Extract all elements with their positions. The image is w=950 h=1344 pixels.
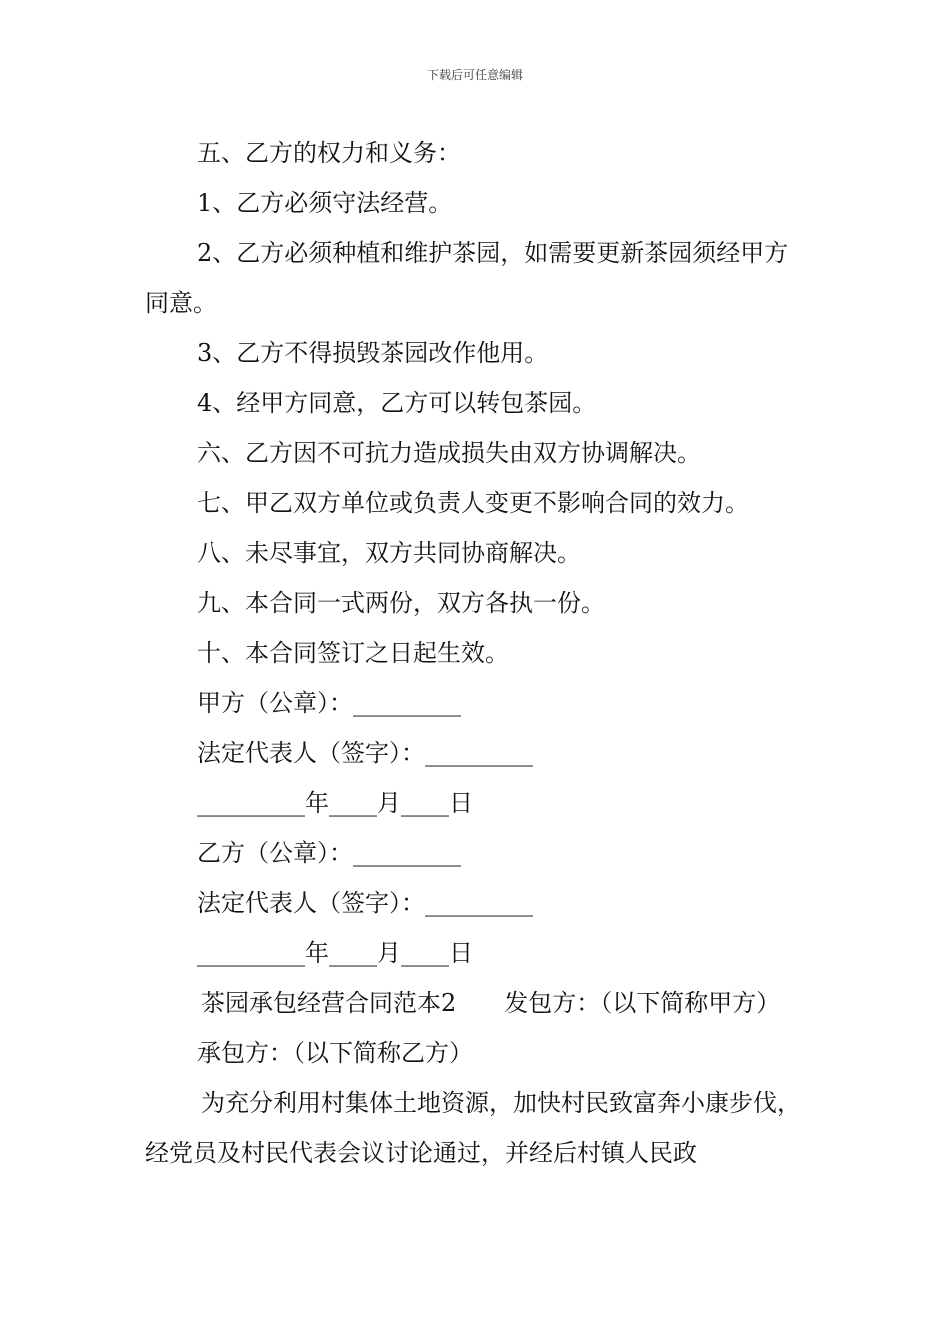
page-header: 下载后可任意编辑 — [426, 68, 523, 82]
clause-5-4: 4、经甲方同意，乙方可以转包茶园。 — [197, 389, 597, 417]
party-b-date-line: _________年____月____日 — [197, 939, 473, 967]
party-b-seal-line: 乙方（公章）：_________ — [197, 839, 461, 867]
section-5-heading: 五、乙方的权力和义务： — [197, 139, 461, 167]
section-9: 九、本合同一式两份，双方各执一份。 — [197, 589, 605, 617]
section-7: 七、甲乙双方单位或负责人变更不影响合同的效力。 — [197, 489, 749, 517]
section-8: 八、未尽事宜，双方共同协商解决。 — [197, 539, 581, 567]
party-a-seal-line: 甲方（公章）：_________ — [197, 689, 461, 717]
section-10: 十、本合同签订之日起生效。 — [197, 639, 509, 667]
section-6: 六、乙方因不可抗力造成损失由双方协调解决。 — [197, 439, 701, 467]
party-b-representative-line: 法定代表人（签字）：_________ — [197, 889, 533, 917]
clause-5-3: 3、乙方不得损毁茶园改作他用。 — [197, 339, 549, 367]
party-a-date-line: _________年____月____日 — [197, 789, 473, 817]
clause-5-2: 2、乙方必须种植和维护茶园，如需要更新茶园须经甲方同意。 — [145, 239, 789, 317]
clause-5-1: 1、乙方必须守法经营。 — [197, 189, 453, 217]
document-body — [145, 128, 810, 1178]
contract-template-2-title: 茶园承包经营合同范本2 发包方：（以下简称甲方） — [201, 989, 781, 1017]
preamble-paragraph: 为充分利用村集体土地资源，加快村民致富奔小康步伐，经党员及村民代表会议讨论通过，并经后村镇人民政 — [145, 1089, 801, 1167]
contractor-line: 承包方：（以下简称乙方） — [197, 1039, 473, 1067]
party-a-representative-line: 法定代表人（签字）：_________ — [197, 739, 533, 767]
